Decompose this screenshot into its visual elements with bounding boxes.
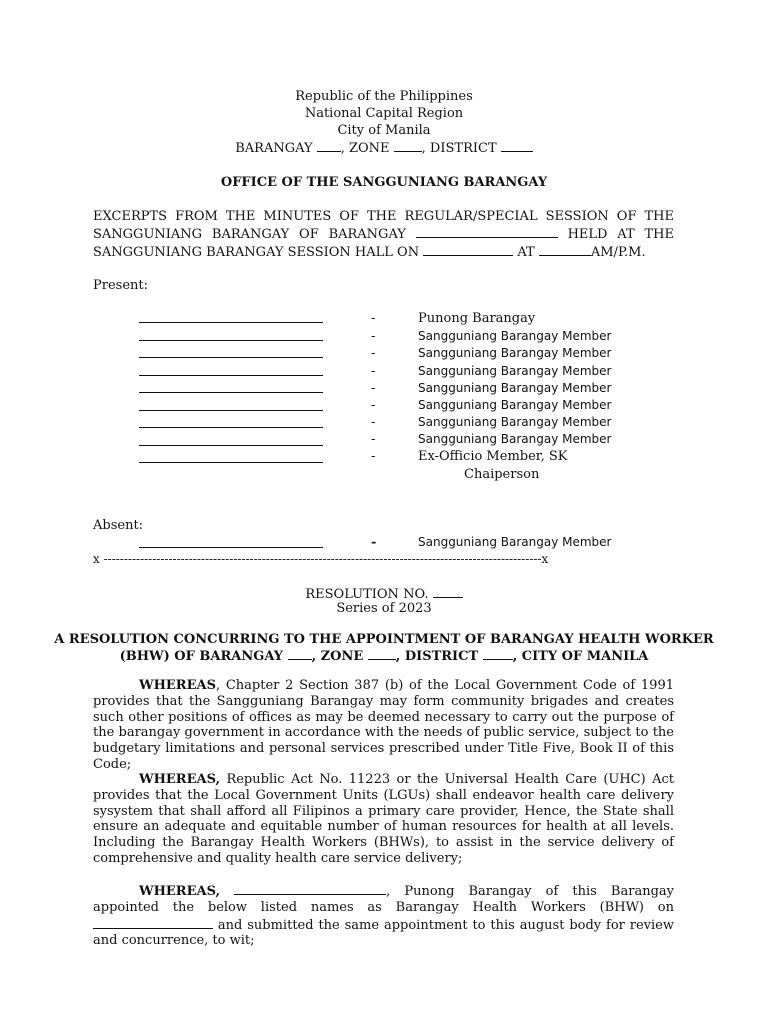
whereas-lead: WHEREAS,: [139, 772, 221, 787]
barangay-line: [0, 139, 768, 157]
zone-prefix: , ZONE: [340, 141, 390, 156]
role-punong-barangay: Punong Barangay: [418, 311, 536, 326]
row-dash: -: [371, 329, 376, 344]
excerpt-paragraph: [93, 208, 674, 261]
attendee-line: [139, 410, 323, 411]
resolution-number-label: RESOLUTION NO.: [305, 587, 429, 602]
office-heading: OFFICE OF THE SANGGUNIANG BARANGAY: [220, 175, 548, 190]
attendee-line: [139, 445, 323, 446]
role-member: Sangguniang Barangay Member: [418, 346, 612, 360]
barangay-name-blank: [416, 225, 558, 238]
title-district-blank: [483, 647, 513, 660]
whereas-body: and submitted the same appointment to this august body for review and concurrence, to wit;: [93, 917, 674, 949]
region-line: National Capital Region: [304, 106, 464, 121]
appointment-date-blank: [93, 916, 213, 929]
attendee-line: [139, 427, 323, 428]
row-dash: -: [371, 311, 376, 326]
title-part: , DISTRICT: [395, 649, 479, 664]
district-blank: [501, 139, 533, 152]
resolution-title-line1: A RESOLUTION CONCURRING TO THE APPOINTMENT OF BARANGAY HEALTH WORKER: [54, 632, 714, 647]
whereas-lead: WHEREAS: [139, 678, 216, 693]
barangay-prefix: BARANGAY: [235, 141, 313, 156]
absentee-line: [139, 547, 323, 548]
resolution-number-blank: [433, 585, 463, 598]
row-dash: -: [371, 364, 376, 379]
row-dash: -: [371, 432, 376, 447]
whereas-body: , Punong Barangay of this Barangay appointed the below listed names as Barangay Health Workers (BHW) on: [93, 884, 674, 915]
resolution-title-line2: [0, 647, 768, 665]
city-line: City of Manila: [337, 123, 431, 138]
title-part: (BHW) OF BARANGAY: [119, 649, 284, 664]
role-ex-officio-continued: Chaiperson: [464, 467, 540, 482]
row-dash: -: [371, 346, 376, 361]
role-member: Sangguniang Barangay Member: [418, 381, 612, 395]
whereas-clause-2: [93, 772, 674, 867]
title-zone-blank: [368, 647, 396, 660]
row-dash: -: [371, 415, 376, 430]
title-part: , CITY OF MANILA: [512, 649, 649, 664]
role-member: Sangguniang Barangay Member: [418, 415, 612, 429]
whereas-clause-3: [93, 882, 674, 949]
title-barangay-blank: [288, 647, 312, 660]
barangay-blank: [317, 139, 341, 152]
whereas-body: , Chapter 2 Section 387 (b) of the Local Government Code of 1991 provides that the Sangguniang Barangay may form community brigades and creates such other positions of offices as may be deemed necessary to carry out the purpose of the barangay government in accordance with the needs of public service, subject to the budgetary limitations and personal services prescribed under Title Five, Book II of this Code;: [93, 678, 674, 772]
role-ex-officio: Ex-Officio Member, SK: [418, 449, 568, 464]
republic-line: Republic of the Philippines: [295, 89, 473, 104]
absent-label: Absent:: [93, 518, 144, 533]
present-label: Present:: [93, 278, 148, 293]
whereas-body: Republic Act No. 11223 or the Universal Health Care (UHC) Act provides that the Local Government Units (LGUs) shall endeavor health care delivery sysystem that shall afford all Filipinos a primary care provider, Hence, the State shall ensure an adequate and equitable number of human resources for health at all levels. Including the Barangay Health Workers (BHWs), to assist in the service delivery of comprehensive and quality health care service delivery;: [93, 772, 674, 866]
resolution-series: Series of 2023: [336, 601, 432, 616]
whereas-clause-1: [93, 678, 674, 773]
role-member: Sangguniang Barangay Member: [418, 432, 612, 446]
attendee-line: [139, 462, 323, 463]
attendee-line: [139, 340, 323, 341]
attendee-line: [139, 375, 323, 376]
title-part: , ZONE: [311, 649, 364, 664]
session-date-blank: [423, 243, 513, 256]
district-prefix: , DISTRICT: [421, 141, 497, 156]
attendee-line: [139, 322, 323, 323]
separator-line: x ------------------------------------------------------------------------------------------------------------x: [93, 552, 549, 566]
role-member: Sangguniang Barangay Member: [418, 329, 612, 343]
role-member-absent: Sangguniang Barangay Member: [418, 535, 612, 549]
punong-barangay-name-blank: [234, 882, 386, 895]
row-dash: -: [371, 398, 376, 413]
attendee-line: [139, 392, 323, 393]
role-member: Sangguniang Barangay Member: [418, 398, 612, 412]
row-dash: -: [371, 381, 376, 396]
zone-blank: [394, 139, 422, 152]
whereas-lead: WHEREAS,: [139, 884, 221, 899]
excerpt-text-4: AM/P.M.: [590, 245, 646, 260]
row-dash: -: [371, 535, 377, 550]
row-dash: -: [371, 449, 376, 464]
session-time-blank: [539, 243, 591, 256]
excerpt-text-1: EXCERPTS FROM THE MINUTES OF THE REGULAR/SPECIAL SESSION OF THE SANGGUNIANG BARANGAY OF BARANGAY: [93, 209, 674, 242]
excerpt-text-3: AT: [517, 245, 535, 260]
attendee-line: [139, 357, 323, 358]
excerpt-text-2: HELD AT THE SANGGUNIANG BARANGAY SESSION HALL ON: [93, 227, 674, 260]
role-member: Sangguniang Barangay Member: [418, 364, 612, 378]
